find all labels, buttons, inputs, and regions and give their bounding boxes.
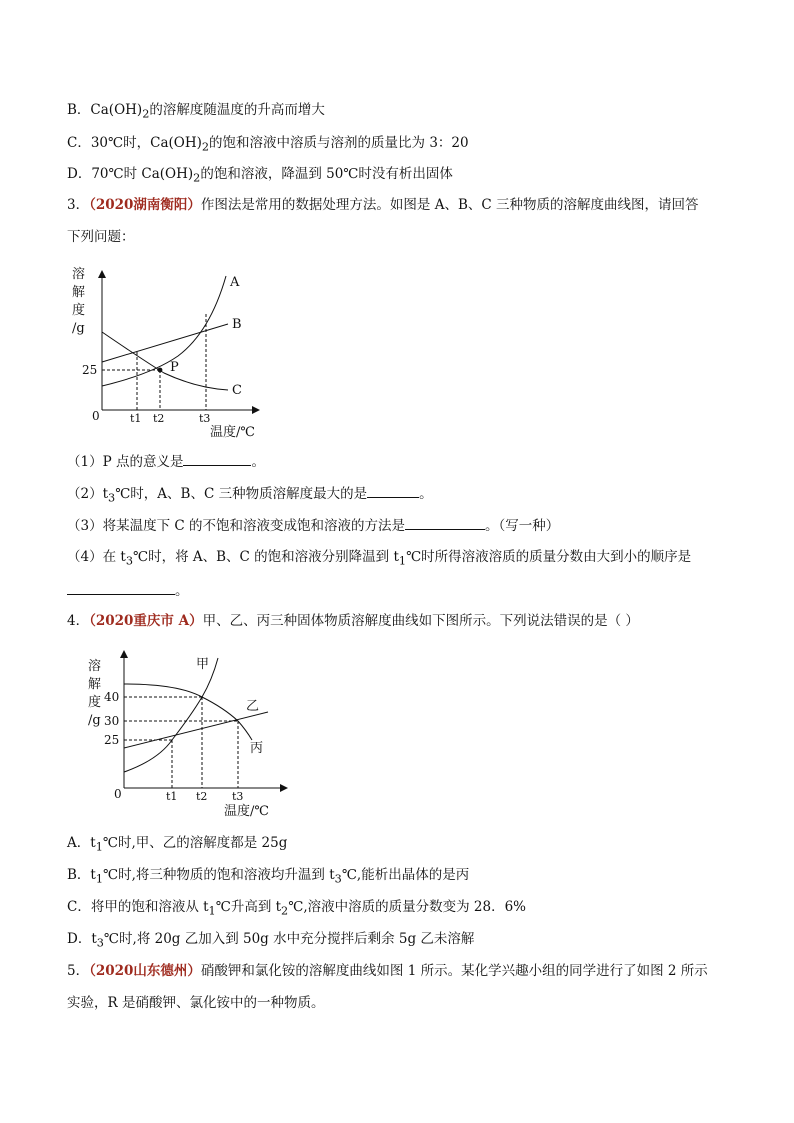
q3-sub2 [67, 484, 433, 508]
q4-ytick-25: 25 [104, 733, 120, 747]
q3-xtick-t2: t2 [153, 412, 165, 425]
subscript: 2 [142, 107, 150, 121]
q3-sub4-end: ℃时所得溶液溶质的质量分数由大到小的顺序是 [406, 549, 692, 565]
subscript: 1 [208, 904, 216, 918]
q2-option-b-text-end: 的溶解度随温度的升高而增大 [149, 102, 325, 118]
q4-xlabel: 温度/℃ [224, 804, 269, 819]
q4-ytick-30: 30 [104, 714, 120, 728]
subscript: 2 [281, 904, 289, 918]
q5-stem-text: 硝酸钾和氯化铵的溶解度曲线如图 1 所示。某化学兴趣小组的同学进行了如图 2 所示 [200, 963, 708, 979]
q3-label-c: C [232, 383, 242, 398]
q3-stem-line2 [67, 228, 135, 246]
q4-stem [67, 612, 639, 630]
q5-number: 5． [67, 963, 90, 979]
q3-sub1-end: 。 [251, 454, 265, 470]
q5-stem [67, 962, 708, 980]
q4-label-yi: 乙 [246, 699, 260, 714]
q4-option-b-mid: ℃时,将三种物质的饱和溶液均升温到 t [103, 867, 335, 883]
q4-curve-yi [124, 712, 268, 748]
q4-xtick-t2: t2 [196, 790, 208, 803]
q3-label-b: B [232, 317, 242, 332]
q4-option-c [67, 898, 526, 921]
subscript: 2 [193, 171, 201, 185]
q3-curve-b [102, 324, 228, 362]
q3-sub3 [67, 516, 559, 535]
q3-number: 3． [67, 197, 90, 213]
q4-ylabel-2: 解 [88, 677, 102, 692]
q4-option-c-text: C．将甲的饱和溶液从 t [67, 899, 209, 915]
subscript: 3 [125, 554, 133, 568]
q3-label-a: A [230, 275, 240, 290]
q2-option-c-text: C．30℃时，Ca(OH) [67, 135, 202, 151]
q5-stem-text-2: 实验，R 是硝酸钾、氯化铵中的一种物质。 [67, 995, 325, 1011]
q3-sub4-mid: ℃时，将 A、B、C 的饱和溶液分别降温到 t [132, 549, 399, 565]
q4-option-c-end: ℃,溶液中溶质的质量分数变为 28．6% [288, 899, 526, 915]
q4-option-d-text: D．t [67, 931, 97, 947]
q3-sub4 [67, 548, 691, 571]
q3-stem-text-2: 下列问题： [67, 229, 135, 245]
q4-solubility-chart [78, 650, 298, 822]
q3-sub3-text: （3）将某温度下 C 的不饱和溶液变成饱和溶液的方法是 [67, 518, 406, 534]
subscript: 3 [96, 936, 104, 950]
q4-option-b-text: B．t [67, 867, 96, 883]
q4-option-b-end: ℃,能析出晶体的是丙 [341, 867, 470, 883]
q4-option-a-end: ℃时,甲、乙的溶解度都是 25g [102, 835, 288, 851]
q4-option-c-mid: ℃升高到 t [215, 899, 282, 915]
q2-option-b [67, 101, 325, 124]
q3-ylabel-2: 解 [72, 285, 86, 300]
q3-xtick-t3: t3 [199, 412, 211, 425]
q4-option-a-text: A．t [67, 835, 96, 851]
q3-sub4-period: 。 [175, 583, 189, 599]
subscript: 1 [95, 872, 104, 886]
q4-option-b [67, 866, 469, 889]
q3-stem-text: 作图法是常用的数据处理方法。如图是 A、B、C 三种物质的溶解度曲线图，请回答 [200, 197, 699, 213]
q4-ytick-40: 40 [104, 690, 120, 704]
q3-sub2-mid: ℃时，A、B、C 三种物质溶解度最大的是 [115, 486, 368, 502]
q2-option-c-text-end: 的饱和溶液中溶质与溶剂的质量比为 3：20 [209, 135, 469, 151]
q4-label-bing: 丙 [250, 741, 264, 756]
q3-point-p [158, 368, 163, 373]
q3-source: （2020湖南衡阳） [89, 197, 201, 213]
q4-ylabel-1: 溶 [88, 659, 102, 674]
q3-xlabel: 温度/℃ [210, 425, 255, 440]
q3-sub3-end: 。（写一种） [485, 518, 560, 534]
q2-option-d-text-end: 的饱和溶液，降温到 50℃时没有析出固体 [200, 166, 453, 182]
answer-blank[interactable] [67, 581, 175, 595]
q3-ytick-25: 25 [82, 363, 98, 377]
q3-sub4-text: （4）在 t [67, 549, 126, 565]
q3-xtick-t1: t1 [130, 412, 142, 425]
q3-origin: 0 [92, 409, 100, 423]
q4-curve-jia [124, 658, 218, 772]
subscript: 3 [108, 491, 116, 505]
subscript: 2 [201, 140, 210, 154]
q4-stem-text: 甲、乙、丙三种固体物质溶解度曲线如下图所示。下列说法错误的是（ ） [202, 613, 639, 629]
q3-sub1 [67, 452, 265, 471]
q4-ylabel-3: 度 [88, 695, 102, 710]
q3-ylabel-3: 度 [72, 303, 86, 318]
q4-option-d [67, 930, 474, 953]
q3-solubility-chart [60, 262, 270, 442]
q3-curve-a [102, 276, 226, 386]
q4-number: 4． [67, 613, 90, 629]
q2-option-b-text: B．Ca(OH) [67, 102, 143, 118]
q3-ylabel-4: /g [72, 321, 85, 336]
q4-option-d-end: ℃时,将 20g 乙加入到 50g 水中充分搅拌后剩余 5g 乙未溶解 [103, 931, 475, 947]
q2-option-d [67, 165, 453, 188]
q3-sub2-end: 。 [419, 486, 433, 502]
subscript: 3 [334, 872, 342, 886]
answer-blank[interactable] [367, 484, 419, 498]
q5-stem-line2 [67, 994, 324, 1012]
q2-option-d-text: D．70℃时 Ca(OH) [67, 166, 194, 182]
q3-label-p: P [170, 360, 179, 375]
q4-label-jia: 甲 [196, 657, 210, 672]
subscript: 1 [398, 554, 407, 568]
q2-option-c [67, 134, 469, 157]
q5-source: （2020山东德州） [89, 963, 201, 979]
q4-option-a [67, 834, 287, 857]
q4-ylabel-4: /g [88, 713, 101, 728]
q3-sub1-text: （1）P 点的意义是 [67, 454, 184, 470]
answer-blank[interactable] [405, 516, 485, 530]
q4-xtick-t1: t1 [166, 790, 178, 803]
q4-xtick-t3: t3 [232, 790, 244, 803]
q3-sub4-line2 [67, 581, 189, 600]
answer-blank[interactable] [183, 452, 251, 466]
subscript: 1 [95, 840, 103, 854]
q3-ylabel-1: 溶 [72, 267, 86, 282]
q4-source: （2020重庆市 A） [89, 613, 203, 629]
q3-sub2-text: （2）t [67, 486, 109, 502]
q4-origin: 0 [114, 787, 122, 801]
q3-stem [67, 196, 699, 214]
